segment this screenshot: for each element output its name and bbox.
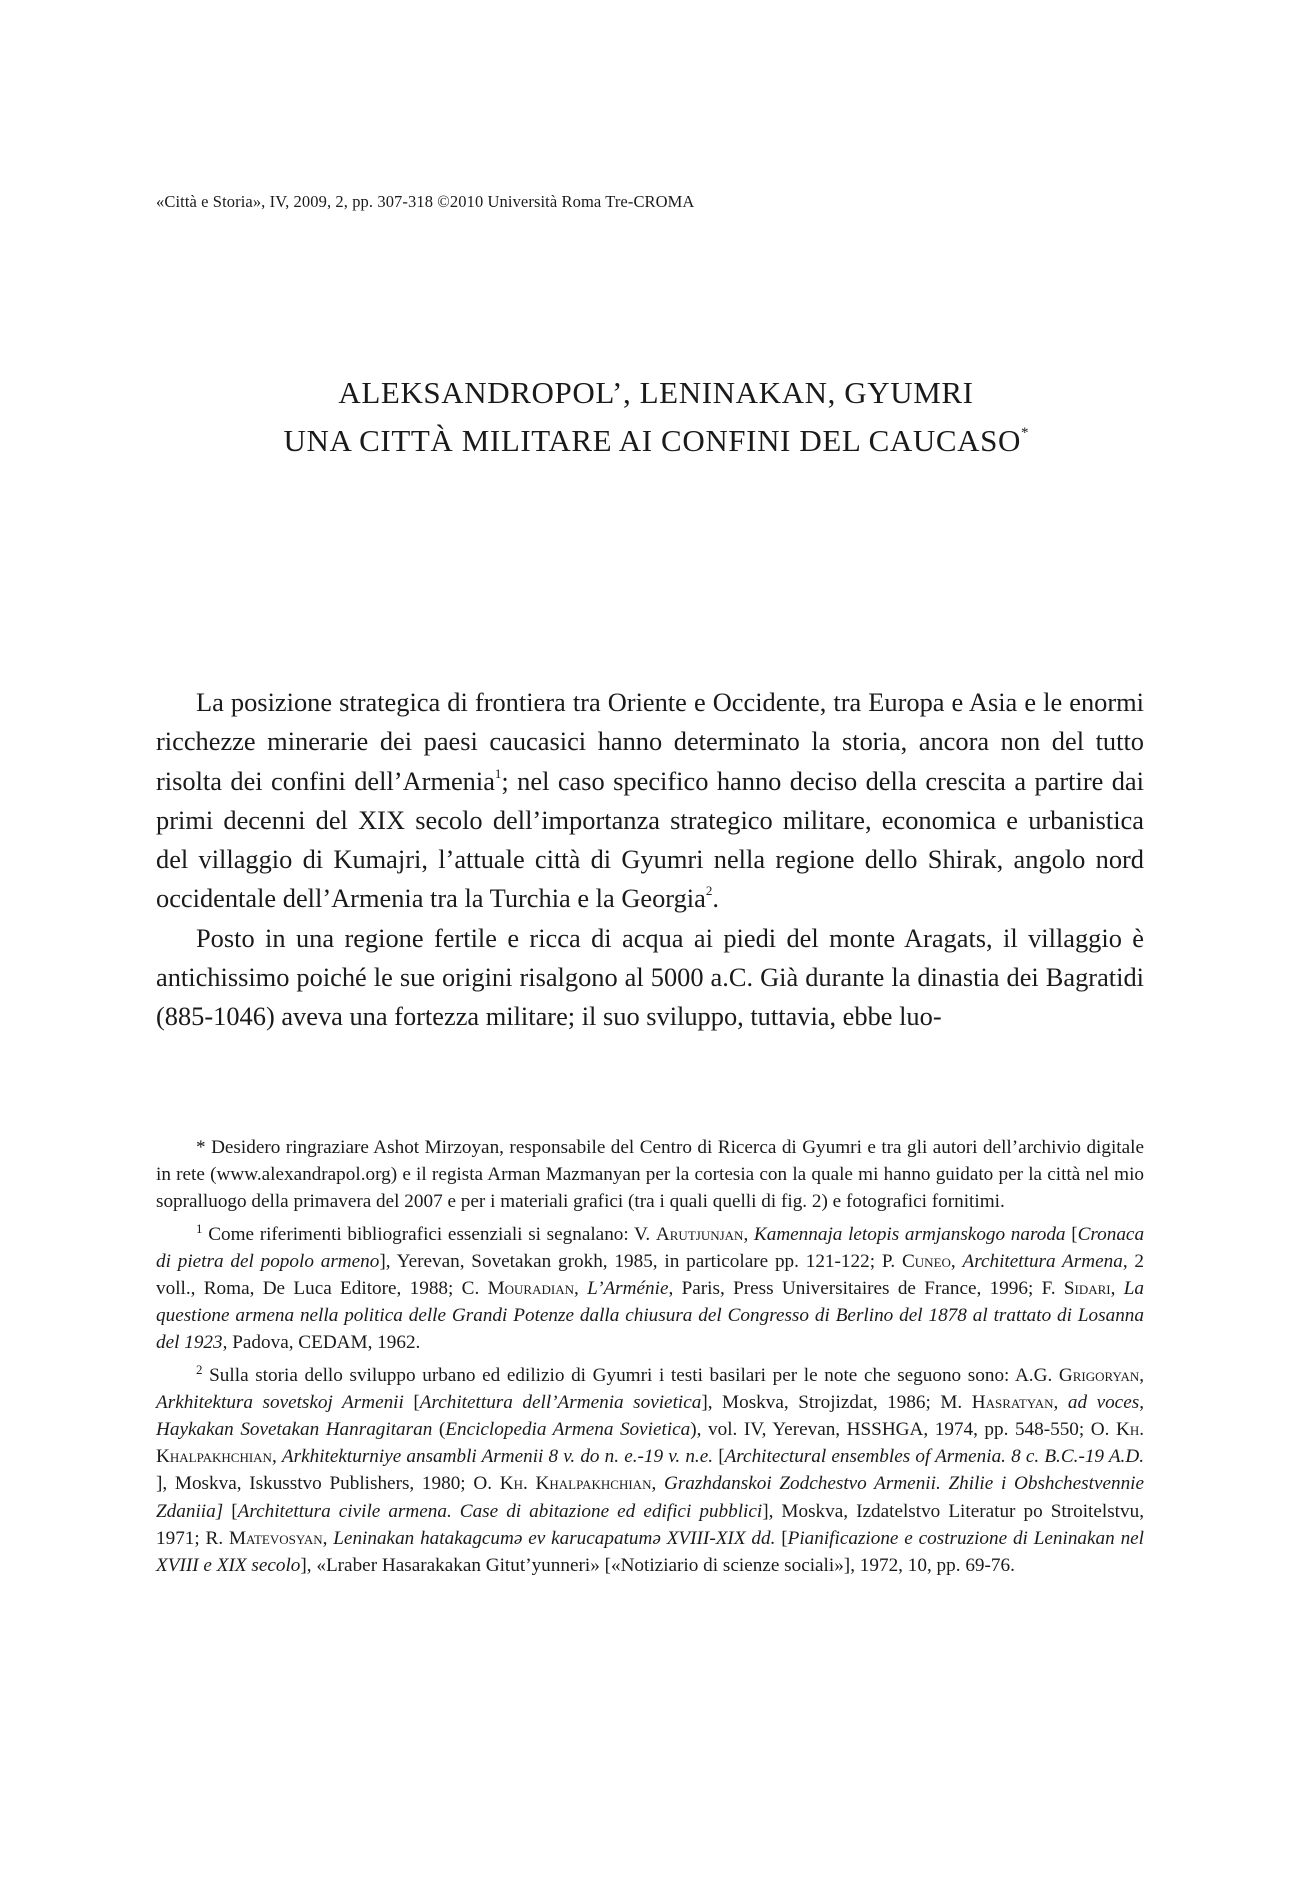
fn1-title-5: La questione armena nella politica delle Grandi Potenze dalla chiusura del Congresso di Berlino del 1878 al trattato di Losanna del 1923 — [156, 1278, 1145, 1354]
footnote-2: $^2$ Sulla storia dello sviluppo urbano ed edilizio di Gyumri i testi basilari per le note che seguono sono: A.G. Grigoryan, Arkhitektura sovetskoj Armenii [Architettura dell’Armenia sovietica], Moskva, Strojizdat, 1986; M. Hasratyan, ad voces, Haykakan Sovetakan Hanragitaran (Enciclopedia Armena Sovietica), vol. IV, Yerevan, HSSHGA, 1974, pp. 548-550; O. Kh. Khalpakhchian, Arkhitekturniye ansambli Armenii 8 v. do n. e.-19 v. n.e. [Architectural ensembles of Armenia. 8 c. B.C.-19 A.D. ], Moskva, Iskusstvo Publishers, 1980; O. Kh. Khalpakhchian, Grazhdanskoi Zodchestvo Armenii. Zhilie i Obshchestvennie Zdaniia] [Architettura civile armena. Case di abitazione ed edifici pubblici], Moskva, Izdatelstvo Literatur po Stroitelstvu, 1971; R. Matevosyan, Leninakan hatakagcumə ev karucapatumə XVIII-XIX dd. [Pianificazione e costruzione di Leninakan nel XVIII e XIX secolo], «Lraber Hasarakakan Gitut’yunneri» [«Notiziario di scienze sociali»], 1972, 10, pp. 69-76. — [156, 1361, 1145, 1577]
footnote-2-mark: 2 — [196, 1361, 203, 1377]
fn2-author-3: Kh. Khalpakhchian — [156, 1419, 1145, 1468]
fn2-title-8: Grazhdanskoi Zodchestvo Armenii. Zhilie i Obshchestvennie Zdaniia] — [156, 1473, 1145, 1522]
title-line-2 — [156, 413, 1156, 461]
fn1-author-4: Sidari — [1063, 1278, 1111, 1300]
footnote-star-mark: * — [196, 1137, 206, 1158]
footnote-star — [156, 1134, 1144, 1216]
fn2-author-1: Grigoryan — [1058, 1364, 1140, 1386]
fn2-title-10: Leninakan hatakagcumə ev karucapatumə XVIII-XIX dd. — [333, 1527, 776, 1549]
title-line-1: ALEKSANDROPOL’, LENINAKAN, GYUMRI — [338, 375, 974, 410]
fn1-title-1: Kamennaja letopis armjanskogo naroda — [753, 1223, 1066, 1245]
footnotes — [156, 1134, 1144, 1584]
fn2-title-1: Arkhitektura sovetskoj Armenii — [156, 1391, 404, 1413]
fn1-author-1: Arutjunjan — [655, 1223, 744, 1245]
body-p1-part-c: . — [712, 883, 719, 914]
fn2-s12: ], «Lraber Hasarakakan Gitut’yunneri» [«Notiziario di scienze sociali»], 1972, 10, pp. 69-76. — [300, 1555, 1015, 1577]
fn1-author-2: Cuneo — [902, 1250, 951, 1272]
footnote-ref-1: 1 — [494, 765, 502, 781]
fn1-s5: , Paris, Press Universitaires de France, 1996; F. — [668, 1278, 1064, 1300]
fn2-s5: ( — [432, 1419, 446, 1441]
body-p1-part-b: ; nel caso specifico hanno deciso della crescita a partire dai primi decenni del XIX secolo dell’importanza strategico militare, economica e urbanistica del villaggio di Kumajri, l’attuale città di Gyumri nella regione dello Shirak, angolo nord occidentale dell’Armenia tra la Turchia e la Georgia — [156, 765, 1144, 914]
footnote-star-text: Desidero ringraziare Ashot Mirzoyan, responsabile del Centro di Ricerca di Gyumri e tra gli autori dell’archivio digitale in rete (www.alexandrapol.org) e il regista Arman Mazmanyan per la cortesia con la quale mi hanno guidato per la città nel mio sopralluogo della primavera del 2007 e per i materiali grafici (tra i quali quelli di fig. 2) e fotografici fornitimi. — [156, 1137, 1144, 1213]
body-p1-part-a: La posizione strategica di frontiera tra Oriente e Occidente, tra Europa e Asia e le enormi ricchezze minerarie dei paesi caucasici hanno determinato la storia, ancora non del tutto risolta dei confini dell’Armenia — [156, 687, 1144, 796]
fn2-s2: [ — [403, 1391, 420, 1413]
fn1-s2: [ — [1065, 1223, 1078, 1245]
title-line-2-text: UNA CITTÀ MILITARE AI CONFINI DEL CAUCASO — [283, 423, 1021, 458]
fn1-title-2: Cronaca di pietra del popolo armeno — [156, 1223, 1145, 1272]
fn2-title-3: ad voces — [1067, 1391, 1140, 1413]
footnote-ref-2: 2 — [705, 883, 713, 899]
running-head: «Città e Storia», IV, 2009, 2, pp. 307-318 ©2010 Università Roma Tre-CROMA — [156, 192, 695, 211]
fn2-title-9: Architettura civile armena. Case di abitazione ed edifici pubblici — [237, 1500, 763, 1522]
fn2-author-2: Hasratyan — [971, 1391, 1054, 1413]
fn1-s1: Come riferimenti bibliografici essenziali si segnalano: V. — [208, 1223, 656, 1245]
fn2-s4: , — [1139, 1391, 1144, 1413]
fn2-s8: ], Moskva, Iskusstvo Publishers, 1980; O. — [156, 1473, 500, 1495]
body-paragraph-1 — [156, 683, 1144, 919]
fn1-s4: , 2 voll., Roma, De Luca Editore, 1988; C. — [156, 1250, 1145, 1300]
fn2-title-6: Arkhitekturniye ansambli Armenii 8 v. do n. e.-19 v. n.e. — [281, 1446, 714, 1468]
fn1-s3: ], Yerevan, Sovetakan grokh, 1985, in particolare pp. 121-122; P. — [379, 1250, 902, 1272]
fn2-title-7: Architectural ensembles of Armenia. 8 c. B.C.-19 A.D. — [724, 1446, 1144, 1468]
title-footnote-mark: * — [1020, 425, 1029, 441]
fn1-title-3: Architettura Armena — [962, 1250, 1123, 1272]
fn2-s9: [ — [223, 1500, 238, 1522]
fn2-s7: [ — [713, 1446, 725, 1468]
fn2-author-4: Kh. Khalpakhchian — [499, 1473, 652, 1495]
fn2-title-2: Architettura dell’Armenia sovietica — [419, 1391, 702, 1413]
fn2-title-11: Pianificazione e costruzione di Leninakan nel XVIII e XIX secolo — [156, 1527, 1145, 1577]
fn2-s1: Sulla storia dello sviluppo urbano ed edilizio di Gyumri i testi basilari per le note che seguono sono: A.G. — [209, 1364, 1059, 1386]
fn2-s10: ], Moskva, Izdatelstvo Literatur po Stroitelstvu, 1971; R. — [156, 1500, 1144, 1549]
fn2-title-5: Enciclopedia Armena Sovietica — [445, 1419, 691, 1441]
fn2-title-4: Haykakan Sovetakan Hanragitaran — [156, 1419, 433, 1441]
article-title — [156, 372, 1156, 461]
fn2-author-5: Matevosyan — [228, 1527, 323, 1549]
fn2-s6: ), vol. IV, Yerevan, HSSHGA, 1974, pp. 548-550; O. — [690, 1419, 1116, 1441]
fn2-s11: [ — [775, 1527, 788, 1549]
footnote-1-mark: 1 — [196, 1220, 203, 1236]
body-paragraph-2: Posto in una regione fertile e ricca di acqua ai piedi del monte Aragats, il villaggio è antichissimo poiché le sue origini risalgono al 5000 a.C. Già durante la dinastia dei Bagratidi (885-1046) aveva una fortezza militare; il suo sviluppo, tuttavia, ebbe luo- — [156, 922, 1144, 1032]
footnote-1: $^1$ Come riferimenti bibliografici essenziali si segnalano: V. Arutjunjan, Kamennaja letopis armjanskogo naroda [Cronaca di pietra del popolo armeno], Yerevan, Sovetakan grokh, 1985, in particolare pp. 121-122; P. Cuneo, Architettura Armena, 2 voll., Roma, De Luca Editore, 1988; C. Mouradian, L’Arménie, Paris, Press Universitaires de France, 1996; F. Sidari, La questione armena nella politica delle Grandi Potenze dalla chiusura del Congresso di Berlino del 1878 al trattato di Losanna del 1923, Padova, CEDAM, 1962. — [156, 1220, 1145, 1354]
fn1-title-4: L’Arménie — [587, 1278, 669, 1300]
body-text — [156, 683, 1144, 1037]
fn2-s3: ], Moskva, Strojizdat, 1986; M. — [701, 1391, 972, 1413]
fn1-author-3: Mouradian — [487, 1278, 574, 1300]
fn1-s6: , Padova, CEDAM, 1962. — [222, 1332, 421, 1354]
